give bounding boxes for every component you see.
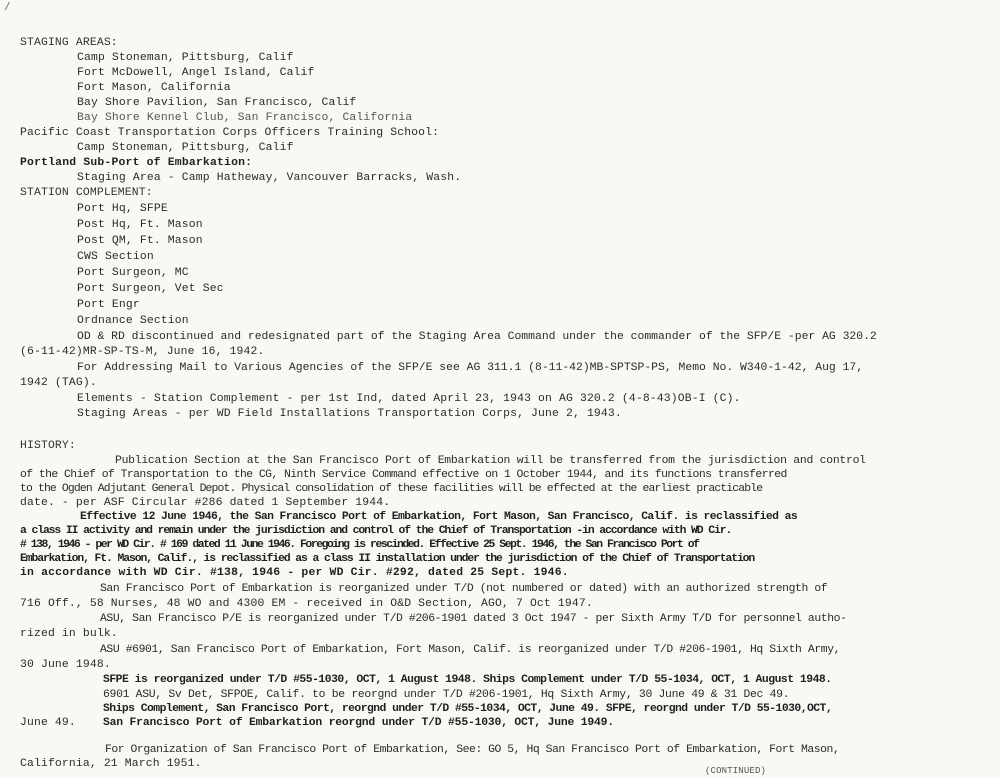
history-line: ASU, San Francisco P/E is reorganized under T/D #206-1901 dated 3 Oct 1947 - per Sixth Army T/D for personnel autho-: [100, 613, 847, 625]
history-line: Publication Section at the San Francisco Port of Embarkation will be transferred from the jurisdiction and control: [115, 455, 866, 467]
history-line: Effective 12 June 1946, the San Francisco Port of Embarkation, Fort Mason, San Francisco, Calif. is reclassified as: [80, 511, 798, 523]
history-line: rized in bulk.: [20, 628, 118, 640]
history-line: 6901 ASU, Sv Det, SFPOE, Calif. to be reorgnd under T/D #206-1901, Hq Sixth Army, 30 June 49 & 31 Dec 49.: [103, 689, 790, 701]
school-heading: Pacific Coast Transportation Corps Officers Training School:: [20, 127, 440, 139]
history-heading: HISTORY:: [20, 440, 76, 452]
portland-heading: Portland Sub-Port of Embarkation:: [20, 157, 253, 169]
station-item: Port Engr: [77, 299, 140, 311]
portland-item: Staging Area - Camp Hatheway, Vancouver Barracks, Wash.: [77, 172, 462, 184]
history-line: 30 June 1948.: [20, 659, 111, 671]
corner-mark: /: [4, 2, 11, 14]
station-item: Port Surgeon, MC: [77, 267, 189, 279]
history-line: ASU #6901, San Francisco Port of Embarkation, Fort Mason, Calif. is reorganized under T/D #206-1901, Hq Sixth Army,: [100, 644, 841, 656]
staging-item: Fort McDowell, Angel Island, Calif: [77, 67, 315, 79]
staging-heading: STAGING AREAS:: [20, 37, 118, 49]
station-note: Elements - Station Complement - per 1st Ind, dated April 23, 1943 on AG 320.2 (4-8-43)OB-I (C).: [77, 393, 741, 405]
staging-item: Camp Stoneman, Pittsburg, Calif: [77, 52, 294, 64]
station-note: OD & RD discontinued and redesignated part of the Staging Area Command under the commander of the SFP/E -per AG 320.2: [77, 331, 877, 343]
station-item: CWS Section: [77, 251, 154, 263]
history-line: For Organization of San Francisco Port of Embarkation, See: GO 5, Hq San Francisco Port of Embarkation, Fort Mason,: [105, 744, 840, 756]
staging-item: Bay Shore Pavilion, San Francisco, Calif: [77, 97, 357, 109]
station-item: Port Surgeon, Vet Sec: [77, 283, 224, 295]
station-item: Port Hq, SFPE: [77, 203, 168, 215]
history-line: San Francisco Port of Embarkation is reorganized under T/D (not numbered or dated) with an authorized strength of: [100, 583, 828, 595]
station-item: Post Hq, Ft. Mason: [77, 219, 203, 231]
history-line: Embarkation, Ft. Mason, Calif., is reclassified as a class II installation under the jurisdiction of the Chief of Transportation: [20, 553, 755, 565]
history-line: date. - per ASF Circular #286 dated 1 September 1944.: [20, 497, 391, 509]
history-line: SFPE is reorganized under T/D #55-1030, OCT, 1 August 1948. Ships Complement under T/D 55-1034, OCT, 1 August 1948.: [103, 674, 832, 686]
history-line: of the Chief of Transportation to the CG, Ninth Service Command effective on 1 October 1944, and its functions transferred: [20, 469, 787, 481]
staging-item: Bay Shore Kennel Club, San Francisco, California: [77, 112, 413, 124]
station-note: Staging Areas - per WD Field Installations Transportation Corps, June 2, 1943.: [77, 408, 622, 420]
station-note: 1942 (TAG).: [20, 377, 97, 389]
history-line: San Francisco Port of Embarkation reorgnd under T/D #55-1030, OCT, June 1949.: [103, 717, 614, 729]
continued-label: (CONTINUED): [705, 766, 767, 776]
history-line: in accordance with WD Cir. #138, 1946 - per WD Cir. #292, dated 25 Sept. 1946.: [20, 567, 569, 579]
station-note: For Addressing Mail to Various Agencies of the SFP/E see AG 311.1 (8-11-42)MB-SPTSP-PS, Memo No. W340-1-42, Aug 17,: [77, 362, 864, 374]
history-line: Ships Complement, San Francisco Port, reorgnd under T/D #55-1034, OCT, June 49. SFPE, reorgnd under T/D 55-1030,OCT,: [103, 703, 833, 715]
school-item: Camp Stoneman, Pittsburg, Calif: [77, 142, 294, 154]
history-line: California, 21 March 1951.: [20, 758, 202, 770]
station-item: Ordnance Section: [77, 315, 189, 327]
staging-item: Fort Mason, California: [77, 82, 231, 94]
history-line: 716 Off., 58 Nurses, 48 WO and 4300 EM - received in O&D Section, AGO, 7 Oct 1947.: [20, 598, 593, 610]
history-line: June 49.: [20, 717, 76, 729]
station-item: Post QM, Ft. Mason: [77, 235, 203, 247]
station-note: (6-11-42)MR-SP-TS-M, June 16, 1942.: [20, 346, 265, 358]
history-line: # 138, 1946 - per WD Cir. # 169 dated 11 June 1946. Foregoing is rescinded. Effective 25 Sept. 1946, the San Francisco Port of: [20, 539, 699, 551]
station-heading: STATION COMPLEMENT:: [20, 187, 153, 199]
history-line: a class II activity and remain under the jurisdiction and control of the Chief of Transportation -in accordance with WD Cir.: [20, 525, 732, 537]
history-line: to the Ogden Adjutant General Depot. Physical consolidation of these facilities will be effected at the earliest practicable: [20, 483, 763, 495]
